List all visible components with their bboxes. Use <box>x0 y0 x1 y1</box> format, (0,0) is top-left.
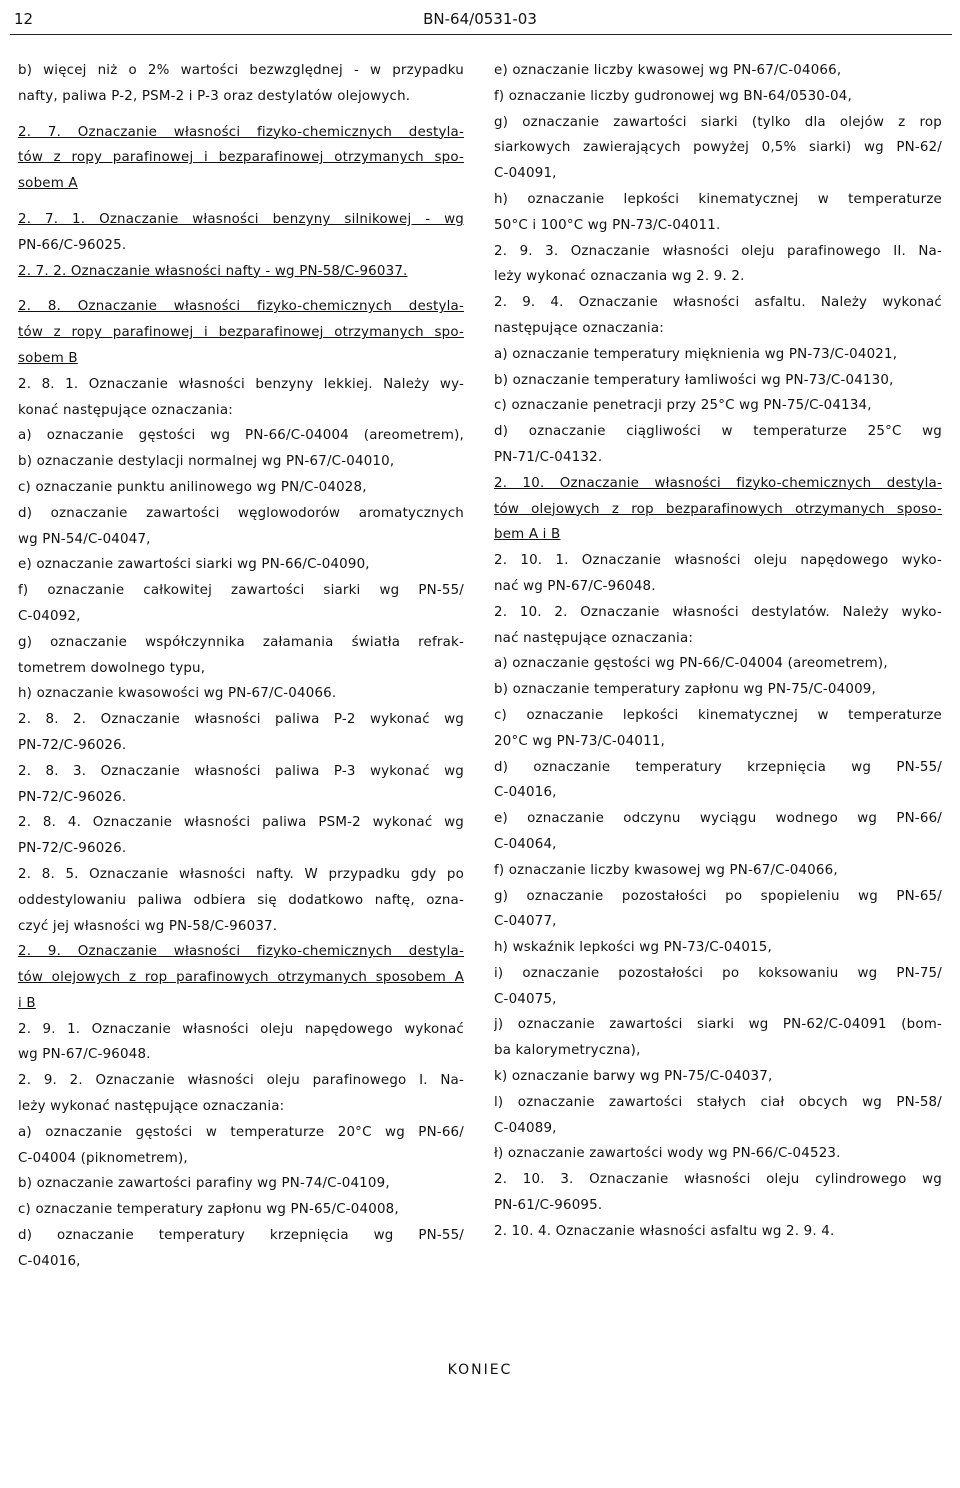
text-line: tów z ropy parafinowej i bezparafinowej otrzymanych spo- <box>18 150 464 166</box>
text-line: sobem A <box>18 176 78 192</box>
text-line: PN-66/C-96025. <box>18 237 127 253</box>
text-line: g) oznaczanie zawartości siarki (tylko dla olejów z rop <box>494 114 942 130</box>
text-line: ba kalorymetryczna), <box>494 1043 641 1059</box>
text-line: a) oznaczanie gęstości wg PN-66/C-04004 (areometrem), <box>18 428 464 444</box>
text-line: tów z ropy parafinowej i bezparafinowej otrzymanych spo- <box>18 325 464 341</box>
text-line: 2. 10. 3. Oznaczanie własności oleju cylindrowego wg <box>494 1172 942 1188</box>
end-marker: KONIEC <box>447 1362 513 1378</box>
text-line: b) oznaczanie destylacji normalnej wg PN-67/C-04010, <box>18 454 395 470</box>
text-line: 50°C i 100°C wg PN-73/C-04011. <box>494 217 721 233</box>
text-line: 20°C wg PN-73/C-04011, <box>494 733 665 749</box>
text-line: a) oznaczanie temperatury mięknienia wg PN-73/C-04021, <box>494 346 898 362</box>
text-line: 2. 8. Oznaczanie własności fizyko-chemicznych destyla- <box>18 299 464 315</box>
text-line: ł) oznaczanie zawartości wody wg PN-66/C-04523. <box>494 1146 841 1162</box>
text-line: 2. 9. 2. Oznaczanie własności oleju parafinowego I. Na- <box>18 1073 464 1089</box>
text-line: tów olejowych z rop parafinowych otrzymanych sposobem A <box>18 970 464 986</box>
text-line: nafty, paliwa P-2, PSM-2 i P-3 oraz destylatów olejowych. <box>18 88 411 104</box>
text-line: nać następujące oznaczania: <box>494 630 694 646</box>
text-line: czyć jej własności wg PN-58/C-96037. <box>18 918 278 934</box>
text-line: h) oznaczanie lepkości kinematycznej w temperaturze <box>494 191 942 207</box>
text-line: d) oznaczanie ciągliwości w temperaturze 25°C wg <box>494 424 942 440</box>
text-line: i B <box>18 995 36 1011</box>
text-line: b) oznaczanie zawartości parafiny wg PN-74/C-04109, <box>18 1176 390 1192</box>
text-line: PN-72/C-96026. <box>18 789 127 805</box>
text-line: tometrem dowolnego typu, <box>18 660 206 676</box>
text-line: C-04089, <box>494 1120 557 1136</box>
text-line: C-04016, <box>494 785 557 801</box>
page-number: 12 <box>14 10 34 28</box>
text-line: d) oznaczanie zawartości węglowodorów aromatycznych <box>18 505 464 521</box>
text-line: 2. 8. 2. Oznaczanie własności paliwa P-2 wykonać wg <box>18 712 464 728</box>
text-line: f) oznaczanie liczby kwasowej wg PN-67/C-04066, <box>494 862 838 878</box>
text-line: f) oznaczanie liczby gudronowej wg BN-64/0530-04, <box>494 88 852 104</box>
text-line: k) oznaczanie barwy wg PN-75/C-04037, <box>494 1069 773 1085</box>
text-line: 2. 9. 1. Oznaczanie własności oleju napędowego wykonać <box>18 1021 464 1037</box>
text-line: 2. 10. 1. Oznaczanie własności oleju napędowego wyko- <box>494 553 942 569</box>
text-line: g) oznaczanie pozostałości po spopieleniu wg PN-65/ <box>494 888 942 904</box>
text-line: następujące oznaczania: <box>494 320 664 336</box>
text-line: g) oznaczanie współczynnika załamania światła refrak- <box>18 634 464 650</box>
text-line: 2. 8. 5. Oznaczanie własności nafty. W przypadku gdy po <box>18 866 464 882</box>
text-line: sobem B <box>18 350 78 366</box>
text-line: PN-72/C-96026. <box>18 737 127 753</box>
text-line: leży wykonać oznaczania wg 2. 9. 2. <box>494 269 745 285</box>
text-line: tów olejowych z rop bezparafinowych otrzymanych sposo- <box>494 501 942 517</box>
text-line: wg PN-54/C-04047, <box>18 531 151 547</box>
paragraph-gap <box>18 284 464 294</box>
text-line: b) oznaczanie temperatury zapłonu wg PN-75/C-04009, <box>494 682 876 698</box>
text-line: siarkowych zawierających powyżej 0,5% siarki) wg PN-62/ <box>494 140 942 156</box>
paragraph-gap <box>18 110 464 120</box>
text-line: 2. 7. Oznaczanie własności fizyko-chemicznych destyla- <box>18 124 464 140</box>
text-line: b) więcej niż o 2% wartości bezwzględnej - w przypadku <box>18 63 464 78</box>
text-line: PN-61/C-96095. <box>494 1198 603 1214</box>
text-line: 2. 8. 3. Oznaczanie własności paliwa P-3 wykonać wg <box>18 763 464 779</box>
text-line: h) oznaczanie kwasowości wg PN-67/C-04066. <box>18 686 337 702</box>
header-rule <box>10 34 952 35</box>
text-line: bem A i B <box>494 527 561 543</box>
text-line: 2. 9. 3. Oznaczanie własności oleju parafinowego II. Na- <box>494 243 942 259</box>
text-line: e) oznaczanie zawartości siarki wg PN-66/C-04090, <box>18 557 370 573</box>
text-line: d) oznaczanie temperatury krzepnięcia wg PN-55/ <box>494 759 942 775</box>
text-line: 2. 8. 4. Oznaczanie własności paliwa PSM-2 wykonać wg <box>18 815 464 831</box>
text-line: 2. 8. 1. Oznaczanie własności benzyny lekkiej. Należy wy- <box>18 376 464 392</box>
text-line: j) oznaczanie zawartości siarki wg PN-62/C-04091 (bom- <box>494 1017 942 1033</box>
text-line: a) oznaczanie gęstości wg PN-66/C-04004 (areometrem), <box>494 656 888 672</box>
left-column <box>18 58 464 1275</box>
text-line: PN-72/C-96026. <box>18 841 127 857</box>
text-line: C-04091, <box>494 166 557 182</box>
text-line: 2. 10. 4. Oznaczanie własności asfaltu wg 2. 9. 4. <box>494 1223 835 1239</box>
text-line: konać następujące oznaczania: <box>18 402 233 418</box>
text-line: 2. 9. 4. Oznaczanie własności asfaltu. Należy wykonać <box>494 295 942 311</box>
text-line: f) oznaczanie całkowitej zawartości siarki wg PN-55/ <box>18 583 464 599</box>
text-line: b) oznaczanie temperatury łamliwości wg PN-73/C-04130, <box>494 372 894 388</box>
text-line: e) oznaczanie liczby kwasowej wg PN-67/C-04066, <box>494 63 842 78</box>
text-line: C-04077, <box>494 914 557 930</box>
text-line: c) oznaczanie lepkości kinematycznej w temperaturze <box>494 707 942 723</box>
text-line: 2. 10. 2. Oznaczanie własności destylatów. Należy wyko- <box>494 604 942 620</box>
text-line: 2. 7. 2. Oznaczanie własności nafty - wg PN-58/C-96037. <box>18 263 408 279</box>
text-line: nać wg PN-67/C-96048. <box>494 578 656 594</box>
text-line: d) oznaczanie temperatury krzepnięcia wg PN-55/ <box>18 1228 464 1244</box>
text-line: C-04092, <box>18 608 81 624</box>
text-line: wg PN-67/C-96048. <box>18 1047 151 1063</box>
right-column <box>494 58 942 1245</box>
text-line: a) oznaczanie gęstości w temperaturze 20°C wg PN-66/ <box>18 1124 464 1140</box>
text-line: l) oznaczanie zawartości stałych ciał obcych wg PN-58/ <box>494 1094 942 1110</box>
text-line: C-04075, <box>494 991 557 1007</box>
text-line: i) oznaczanie pozostałości po koksowaniu wg PN-75/ <box>494 965 942 981</box>
document-id: BN-64/0531-03 <box>423 10 537 28</box>
text-line: C-04016, <box>18 1253 81 1269</box>
text-line: PN-71/C-04132. <box>494 449 603 465</box>
text-line: 2. 10. Oznaczanie własności fizyko-chemicznych destyla- <box>494 475 942 491</box>
text-line: 2. 7. 1. Oznaczanie własności benzyny silnikowej - wg <box>18 211 464 227</box>
text-line: c) oznaczanie penetracji przy 25°C wg PN-75/C-04134, <box>494 398 872 414</box>
text-line: oddestylowaniu paliwa odbiera się dodatkowo naftę, ozna- <box>18 892 464 908</box>
text-line: C-04064, <box>494 836 557 852</box>
text-line: C-04004 (piknometrem), <box>18 1150 188 1166</box>
text-line: c) oznaczanie punktu anilinowego wg PN/C-04028, <box>18 479 367 495</box>
text-line: h) wskaźnik lepkości wg PN-73/C-04015, <box>494 940 772 956</box>
text-line: leży wykonać następujące oznaczania: <box>18 1099 285 1115</box>
text-line: 2. 9. Oznaczanie własności fizyko-chemicznych destyla- <box>18 944 464 960</box>
paragraph-gap <box>18 197 464 207</box>
text-line: c) oznaczanie temperatury zapłonu wg PN-65/C-04008, <box>18 1202 399 1218</box>
text-line: e) oznaczanie odczynu wyciągu wodnego wg PN-66/ <box>494 811 942 827</box>
